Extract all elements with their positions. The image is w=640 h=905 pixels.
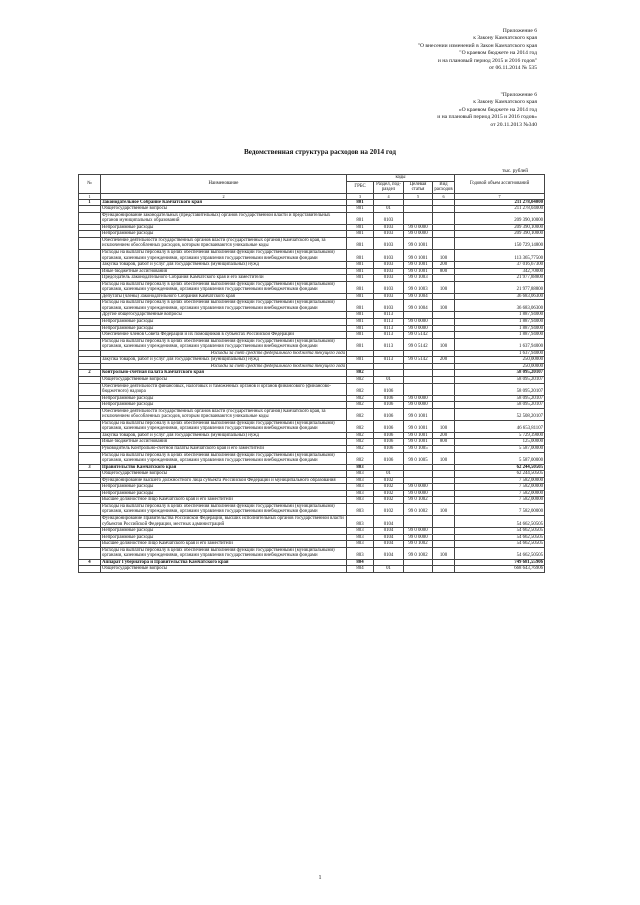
row-target: 99 0 0000 xyxy=(404,534,433,541)
table-row xyxy=(79,452,545,464)
row-number xyxy=(79,547,101,559)
row-grbs: 802 xyxy=(347,376,374,383)
row-amount: 209 390,10000 xyxy=(455,231,545,238)
row-amount: 62 244,50505 xyxy=(455,464,545,471)
row-target xyxy=(404,212,433,224)
row-vid: 100 xyxy=(433,503,455,515)
row-vid: 100 xyxy=(433,281,455,293)
row-name: Иные бюджетные ассигнования xyxy=(101,439,347,446)
row-section: 0103 xyxy=(374,262,404,269)
row-name: Обеспечение деятельности финансовых, налоговых и таможенных органов и органов финансового (финансово-бюджетного) надзора xyxy=(101,383,347,395)
header-name: Наименование xyxy=(101,175,347,194)
row-amount: 21 977,88800 xyxy=(455,281,545,293)
row-name: Функционирование законодательных (представительных) органов государственной власти и представительных органов муниципальных образований xyxy=(101,212,347,224)
row-number xyxy=(79,566,101,573)
row-target: 99 0 1001 xyxy=(404,408,433,420)
header-codes: коды xyxy=(347,175,455,182)
row-section: 01 xyxy=(374,471,404,478)
row-amount: 749 681,55906 xyxy=(455,559,545,566)
row-grbs: 801 xyxy=(347,212,374,224)
header-line: "Приложение 6 xyxy=(500,92,537,98)
table-row xyxy=(79,547,545,559)
header-line: "О краевом бюджете на 2014 год xyxy=(459,50,537,57)
row-section: 0102 xyxy=(374,503,404,515)
row-number xyxy=(79,515,101,527)
row-amount: 125,00000 xyxy=(455,439,545,446)
row-vid: 200 xyxy=(433,262,455,269)
row-target: 99 0 0000 xyxy=(404,484,433,491)
row-number xyxy=(79,503,101,515)
row-name: Другие общегосударственные вопросы xyxy=(101,312,347,319)
row-number xyxy=(79,281,101,293)
table-row xyxy=(79,566,545,573)
row-section: 0103 xyxy=(374,300,404,312)
row-vid: 800 xyxy=(433,268,455,275)
header-line: от 06.11.2014 № 535 xyxy=(488,65,537,72)
row-amount: 58 095,20107 xyxy=(455,395,545,402)
row-grbs: 803 xyxy=(347,477,374,484)
row-section: 0102 xyxy=(374,490,404,497)
header-line: «О краевом бюджете на 2014 год xyxy=(458,106,537,113)
row-target: 99 0 1005 xyxy=(404,452,433,464)
header-line: к Закону Камчатского края xyxy=(473,35,537,42)
row-target: 99 0 1002 xyxy=(404,541,433,548)
row-name: Непрограммные расходы xyxy=(101,534,347,541)
row-name: Общегосударственные вопросы xyxy=(101,566,347,573)
row-target: 99 0 0000 xyxy=(404,528,433,535)
row-grbs: 802 xyxy=(347,420,374,432)
row-section: 0104 xyxy=(374,515,404,527)
table-row xyxy=(79,515,545,527)
row-grbs: 802 xyxy=(347,395,374,402)
table-row xyxy=(79,338,545,350)
row-name: Непрограммные расходы xyxy=(101,402,347,409)
row-grbs: 801 xyxy=(347,237,374,249)
row-name: Общегосударственные вопросы xyxy=(101,471,347,478)
row-name: Законодательное Собрание Камчатского края xyxy=(101,199,347,206)
column-numbers-row: 1 2 3 4 5 6 7 xyxy=(79,193,545,199)
row-amount: 209 390,10000 xyxy=(455,212,545,224)
row-amount: 36 683,06300 xyxy=(455,300,545,312)
row-target: 99 0 1002 xyxy=(404,497,433,504)
row-target: 99 0 0000 xyxy=(404,490,433,497)
row-name: Расходы на выплаты персоналу в целях обеспечения выполнения функций государственными (муниципальными) органами, казенными учреждениями, органами управления государственными внебюджетными фондами xyxy=(101,420,347,432)
row-section: 0103 xyxy=(374,237,404,249)
row-amount: 1 637,94000 xyxy=(455,350,545,357)
row-section: 0106 xyxy=(374,402,404,409)
row-section: 0104 xyxy=(374,547,404,559)
row-target: 99 0 1001 xyxy=(404,262,433,269)
row-name: Непрограммные расходы xyxy=(101,528,347,535)
row-grbs: 803 xyxy=(347,528,374,535)
row-grbs: 801 xyxy=(347,231,374,238)
row-name: Общегосударственные вопросы xyxy=(101,376,347,383)
row-amount: 54 662,50505 xyxy=(455,541,545,548)
row-name: Расходы на выплаты персоналу в целях обеспечения выполнения функций государственными (муниципальными) органами, казенными учреждениями, органами управления государственными внебюджетными фондами xyxy=(101,547,347,559)
row-grbs: 802 xyxy=(347,432,374,439)
row-section: 0103 xyxy=(374,275,404,282)
row-name: Иные бюджетные ассигнования xyxy=(101,268,347,275)
row-section: 0106 xyxy=(374,408,404,420)
row-amount: 1 887,94000 xyxy=(455,325,545,332)
row-grbs: 801 xyxy=(347,262,374,269)
row-target: 99 0 0000 xyxy=(404,325,433,332)
row-grbs: 801 xyxy=(347,319,374,326)
row-vid: 100 xyxy=(433,300,455,312)
row-target: 99 0 5142 xyxy=(404,332,433,339)
row-name: Расходы за счет средств федерального бюджета текущего года xyxy=(101,350,347,357)
row-grbs: 803 xyxy=(347,503,374,515)
row-section: 01 xyxy=(374,206,404,213)
row-section: 0102 xyxy=(374,497,404,504)
row-name: Расходы на выплаты персоналу в целях обеспечения выполнения функций государственными (муниципальными) органами, казенными учреждениями, органами управления государственными внебюджетными фондами xyxy=(101,250,347,262)
row-name: Непрограммные расходы xyxy=(101,484,347,491)
header-line: "О внесении изменений в Закон Камчатского края xyxy=(417,42,537,49)
row-section: 0102 xyxy=(374,484,404,491)
row-target: 99 0 1005 xyxy=(404,445,433,452)
row-section: 0106 xyxy=(374,420,404,432)
row-target xyxy=(404,566,433,573)
row-amount: 54 662,50505 xyxy=(455,528,545,535)
header-line: от 20.11.2013 №340 xyxy=(490,121,537,128)
row-grbs: 801 xyxy=(347,300,374,312)
row-target: 99 0 0000 xyxy=(404,231,433,238)
row-name: Функционирование высшего должностного лица субъекта Российской Федерации и муниципального образования xyxy=(101,477,347,484)
table-row xyxy=(79,383,545,395)
header-section: Раздел, под-раздел xyxy=(374,181,404,193)
units-label: тыс. рублей xyxy=(502,168,528,174)
header-line: и на плановый период 2015 и 2016 годов» xyxy=(437,114,537,121)
header-grbs: ГРБС xyxy=(347,181,374,193)
row-name: Расходы за счет средств федерального бюджета текущего года xyxy=(101,363,347,370)
header-num: № xyxy=(79,175,101,194)
table-row xyxy=(79,408,545,420)
row-grbs: 801 xyxy=(347,206,374,213)
row-amount: 209 390,10000 xyxy=(455,224,545,231)
row-amount: 5 729,39000 xyxy=(455,432,545,439)
row-name: Расходы на выплаты персоналу в целях обеспечения выполнения функций государственными (муниципальными) органами, казенными учреждениями, органами управления государственными внебюджетными фондами xyxy=(101,300,347,312)
row-target: 99 0 0000 xyxy=(404,319,433,326)
header-amount: Годовой объем ассигнований xyxy=(455,175,545,194)
appendix-header-original xyxy=(437,92,537,129)
row-section: 0113 xyxy=(374,357,404,364)
row-number xyxy=(79,420,101,432)
header-target: Целевая статья xyxy=(404,181,433,193)
row-name: Функционирование Правительства Российской Федерации, высших исполнительных органов государственной власти субъектов Российской Федерации, местных администраций xyxy=(101,515,347,527)
row-name: Закупка товаров, работ и услуг для государственных (муниципальных) нужд xyxy=(101,432,347,439)
page-number: 1 xyxy=(318,875,322,881)
row-grbs: 801 xyxy=(347,293,374,300)
row-amount: 7 582,00000 xyxy=(455,477,545,484)
row-grbs: 803 xyxy=(347,484,374,491)
row-name: Непрограммные расходы xyxy=(101,490,347,497)
row-amount: 211 278,04000 xyxy=(455,206,545,213)
table-row xyxy=(79,250,545,262)
row-section: 0106 xyxy=(374,452,404,464)
row-target: 99 0 1001 xyxy=(404,237,433,249)
row-amount: 7 582,00000 xyxy=(455,484,545,491)
row-amount: 7 582,00000 xyxy=(455,497,545,504)
row-amount: 7 582,00000 xyxy=(455,503,545,515)
row-name: Расходы на выплаты персоналу в целях обеспечения выполнения функций государственными (муниципальными) органами, казенными учреждениями, органами управления государственными внебюджетными фондами xyxy=(101,452,347,464)
row-amount: 58 095,20107 xyxy=(455,370,545,377)
row-grbs: 803 xyxy=(347,497,374,504)
row-grbs: 801 xyxy=(347,250,374,262)
row-vid xyxy=(433,212,455,224)
row-name: Аппарат Губернатора и Правительства Камчатского края xyxy=(101,559,347,566)
row-amount: 54 662,50505 xyxy=(455,534,545,541)
row-grbs: 802 xyxy=(347,402,374,409)
row-target: 99 0 5142 xyxy=(404,357,433,364)
row-grbs: 801 xyxy=(347,268,374,275)
row-section: 01 xyxy=(374,376,404,383)
row-number xyxy=(79,452,101,464)
row-number xyxy=(79,338,101,350)
row-vid: 100 xyxy=(433,420,455,432)
row-vid: 100 xyxy=(433,250,455,262)
row-vid xyxy=(433,383,455,395)
row-grbs: 804 xyxy=(347,559,374,566)
row-vid: 200 xyxy=(433,432,455,439)
row-grbs: 804 xyxy=(347,566,374,573)
row-vid xyxy=(433,237,455,249)
row-amount: 7 582,00000 xyxy=(455,490,545,497)
row-name: Обеспечение членов Совета Федерации и их помощников в субъектах Российской Федерации xyxy=(101,332,347,339)
row-target: 99 0 1001 xyxy=(404,250,433,262)
header-line: Приложение 6 xyxy=(502,28,537,34)
row-number: 1 xyxy=(79,199,101,206)
row-vid: 100 xyxy=(433,547,455,559)
row-grbs: 801 xyxy=(347,199,374,206)
row-section: 0113 xyxy=(374,332,404,339)
row-section: 0104 xyxy=(374,534,404,541)
row-target: 99 0 1004 xyxy=(404,293,433,300)
row-section: 0103 xyxy=(374,212,404,224)
row-target: 99 0 1001 xyxy=(404,268,433,275)
row-amount: 36 683,06300 xyxy=(455,293,545,300)
row-amount: 342,70000 xyxy=(455,268,545,275)
row-name: Расходы на выплаты персоналу в целях обеспечения выполнения функций государственными (муниципальными) органами, казенными учреждениями, органами управления государственными внебюджетными фондами xyxy=(101,281,347,293)
row-section: 0106 xyxy=(374,439,404,446)
table-row xyxy=(79,300,545,312)
table-row xyxy=(79,503,545,515)
table-row xyxy=(79,281,545,293)
row-name: Обеспечение деятельности государственных органов власти (государственных органов) Камчатского края, за исключением обособленных расходов, которым присваиваются уникальные коды xyxy=(101,408,347,420)
row-section: 0103 xyxy=(374,224,404,231)
row-amount: 54 662,50505 xyxy=(455,515,545,527)
row-amount: 1 637,94000 xyxy=(455,338,545,350)
row-number: 3 xyxy=(79,464,101,471)
header-vid: Вид расходов xyxy=(434,181,453,193)
row-grbs: 802 xyxy=(347,370,374,377)
row-target: 99 0 5142 xyxy=(404,338,433,350)
row-number xyxy=(79,408,101,420)
row-section: 0113 xyxy=(374,338,404,350)
row-name: Непрограммные расходы xyxy=(101,231,347,238)
row-amount: 668 643,76906 xyxy=(455,566,545,573)
row-vid xyxy=(433,515,455,527)
row-amount: 113 365,77500 xyxy=(455,250,545,262)
row-amount: 58 095,20107 xyxy=(455,376,545,383)
appendix-header-current xyxy=(418,28,537,72)
row-name: Расходы на выплаты персоналу в целях обеспечения выполнения функций государственными (муниципальными) органами, казенными учреждениями, органами управления государственными внебюджетными фондами xyxy=(101,503,347,515)
row-target: 99 0 0000 xyxy=(404,395,433,402)
row-number xyxy=(79,383,101,395)
row-name: Непрограммные расходы xyxy=(101,325,347,332)
row-grbs: 802 xyxy=(347,383,374,395)
row-target xyxy=(404,515,433,527)
document-title: Ведомственная структура расходов на 2014 год xyxy=(243,148,397,156)
row-grbs: 802 xyxy=(347,452,374,464)
row-name: Высшее должностное лицо Камчатского края и его заместители xyxy=(101,497,347,504)
row-section: 0113 xyxy=(374,319,404,326)
row-amount: 58 095,20107 xyxy=(455,402,545,409)
row-target: 99 0 1001 xyxy=(404,432,433,439)
row-name: Расходы на выплаты персоналу в целях обеспечения выполнения функций государственными (муниципальными) органами, казенными учреждениями, органами управления государственными внебюджетными фондами xyxy=(101,338,347,350)
row-grbs: 801 xyxy=(347,357,374,364)
row-grbs: 803 xyxy=(347,490,374,497)
row-name: Правительство Камчатского края xyxy=(101,464,347,471)
row-target: 99 0 0000 xyxy=(404,224,433,231)
row-name: Непрограммные расходы xyxy=(101,224,347,231)
row-grbs: 801 xyxy=(347,332,374,339)
row-name: Депутаты (члены) Законодательного Собрания Камчатского края xyxy=(101,293,347,300)
row-section: 0104 xyxy=(374,528,404,535)
row-name: Общегосударственные вопросы xyxy=(101,206,347,213)
row-section: 0106 xyxy=(374,432,404,439)
row-grbs: 803 xyxy=(347,547,374,559)
row-section: 0113 xyxy=(374,325,404,332)
row-name: Закупка товаров, работ и услуг для государственных (муниципальных) нужд xyxy=(101,357,347,364)
row-number: 4 xyxy=(79,559,101,566)
header-line: к Закону Камчатского края xyxy=(473,99,537,106)
row-section: 0103 xyxy=(374,268,404,275)
row-amount: 1 887,94000 xyxy=(455,312,545,319)
row-target: 99 0 1001 xyxy=(404,420,433,432)
row-vid: 100 xyxy=(433,338,455,350)
row-grbs: 801 xyxy=(347,312,374,319)
row-section: 0106 xyxy=(374,445,404,452)
row-amount: 5 587,00000 xyxy=(455,452,545,464)
row-amount: 58 095,20107 xyxy=(455,383,545,395)
row-name: Закупка товаров, работ и услуг для государственных (муниципальных) нужд xyxy=(101,262,347,269)
row-amount: 211 278,04000 xyxy=(455,199,545,206)
row-grbs: 803 xyxy=(347,471,374,478)
row-grbs: 802 xyxy=(347,445,374,452)
row-section: 0106 xyxy=(374,395,404,402)
table-row xyxy=(79,420,545,432)
row-number: 2 xyxy=(79,370,101,377)
row-amount: 52 508,20107 xyxy=(455,408,545,420)
row-grbs: 803 xyxy=(347,534,374,541)
row-grbs: 803 xyxy=(347,515,374,527)
row-name: Руководитель Контрольно-счетной палаты Камчатского края и его заместители xyxy=(101,445,347,452)
row-amount: 54 662,50505 xyxy=(455,547,545,559)
row-amount: 150 729,14800 xyxy=(455,237,545,249)
row-target: 99 0 1002 xyxy=(404,503,433,515)
row-grbs: 802 xyxy=(347,408,374,420)
row-number xyxy=(79,300,101,312)
table-body xyxy=(79,199,545,572)
row-vid: 200 xyxy=(433,357,455,364)
row-grbs: 801 xyxy=(347,281,374,293)
row-name: Председатель Законодательного Собрания Камчатского края и его заместители xyxy=(101,275,347,282)
row-grbs: 801 xyxy=(347,338,374,350)
row-section: 0103 xyxy=(374,281,404,293)
row-target xyxy=(404,383,433,395)
row-section: 0106 xyxy=(374,383,404,395)
row-amount: 62 244,50505 xyxy=(455,471,545,478)
row-grbs: 801 xyxy=(347,325,374,332)
row-section: 0103 xyxy=(374,293,404,300)
row-section: 0102 xyxy=(374,477,404,484)
row-target: 99 0 1003 xyxy=(404,281,433,293)
row-vid xyxy=(433,566,455,573)
row-amount: 1 887,94000 xyxy=(455,332,545,339)
row-section: 0113 xyxy=(374,312,404,319)
row-target: 99 0 0000 xyxy=(404,402,433,409)
header-line: и на плановый период 2015 и 2016 годов" xyxy=(437,57,537,64)
row-grbs: 803 xyxy=(347,464,374,471)
row-section: 0103 xyxy=(374,250,404,262)
row-target: 99 0 1001 xyxy=(404,439,433,446)
row-vid: 800 xyxy=(433,439,455,446)
row-name: Непрограммные расходы xyxy=(101,395,347,402)
row-section: 0104 xyxy=(374,541,404,548)
table-row xyxy=(79,237,545,249)
row-amount: 21 977,88800 xyxy=(455,275,545,282)
row-section: 01 xyxy=(374,566,404,573)
row-amount: 5 587,00000 xyxy=(455,445,545,452)
row-target: 99 0 1004 xyxy=(404,300,433,312)
row-name: Высшее должностное лицо Камчатского края и его заместители xyxy=(101,541,347,548)
row-grbs: 803 xyxy=(347,541,374,548)
row-section: 0103 xyxy=(374,231,404,238)
row-name: Непрограммные расходы xyxy=(101,319,347,326)
expenditure-table xyxy=(78,174,545,573)
row-amount: 250,00000 xyxy=(455,363,545,370)
row-vid xyxy=(433,408,455,420)
row-target: 99 0 1002 xyxy=(404,547,433,559)
row-grbs: 801 xyxy=(347,224,374,231)
row-grbs: 801 xyxy=(347,275,374,282)
row-grbs: 802 xyxy=(347,439,374,446)
row-amount: 1 887,94000 xyxy=(455,319,545,326)
row-number xyxy=(79,237,101,249)
row-amount: 250,00000 xyxy=(455,357,545,364)
row-target: 99 0 1003 xyxy=(404,275,433,282)
row-name: Обеспечение деятельности государственных органов власти (государственных органов) Камчатского края, за исключением обособленных расходов, которым присваиваются уникальные коды xyxy=(101,237,347,249)
row-number xyxy=(79,250,101,262)
row-amount: 46 653,81107 xyxy=(455,420,545,432)
row-amount: 37 016,67300 xyxy=(455,262,545,269)
table-row xyxy=(79,212,545,224)
row-vid: 100 xyxy=(433,452,455,464)
row-name: Контрольно-счетная палата Камчатского края xyxy=(101,370,347,377)
row-number xyxy=(79,212,101,224)
